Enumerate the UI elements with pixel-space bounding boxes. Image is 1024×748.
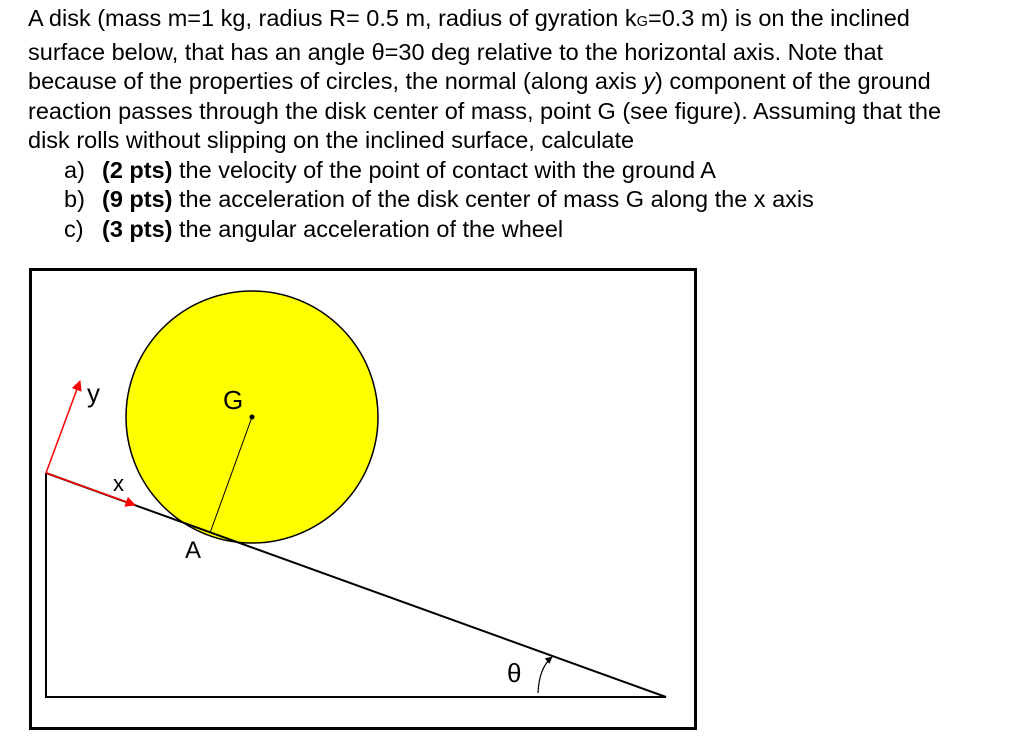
- item-label: c): [64, 215, 84, 242]
- intro-line-4: reaction passes through the disk center of mass, point G (see figure). Assuming that the: [28, 97, 942, 124]
- item-text: the angular acceleration of the wheel: [172, 215, 564, 242]
- question-list: [28, 156, 1018, 245]
- label-G: G: [223, 385, 244, 415]
- question-item-b: [28, 185, 1018, 215]
- intro-line-1: [28, 4, 1018, 38]
- question-item-c: [28, 215, 1018, 245]
- intro-text-1: A disk (mass m=1 kg, radius R= 0.5 m, radius of gyration k: [28, 5, 637, 31]
- item-text: the velocity of the point of contact with the ground A: [172, 156, 716, 183]
- center-point-G: [250, 415, 255, 420]
- intro-text-3a: because of the properties of circles, the normal (along axis: [28, 68, 644, 94]
- axis-y-italic: y: [643, 68, 655, 94]
- question-item-a: [28, 156, 1018, 186]
- item-text: the acceleration of the disk center of mass G along the x axis: [172, 186, 814, 212]
- intro-text-1b: =0.3 m) is on the inclined: [647, 5, 910, 31]
- problem-statement: [28, 4, 1018, 244]
- incline-figure: [29, 268, 697, 730]
- label-theta: θ: [507, 658, 522, 688]
- label-x: x: [113, 471, 124, 496]
- intro-line-2: surface below, that has an angle θ=30 deg relative to the horizontal axis. Note that: [28, 38, 884, 65]
- label-A: A: [185, 537, 202, 564]
- item-points: (2 pts): [102, 156, 173, 183]
- item-points: (3 pts): [102, 215, 173, 242]
- item-label: a): [64, 156, 85, 183]
- figure-frame: [31, 270, 696, 729]
- intro-text-3b: ) component of the ground: [654, 68, 931, 94]
- label-y: y: [87, 378, 100, 408]
- item-points: (9 pts): [102, 186, 173, 212]
- item-label: b): [64, 186, 85, 212]
- kg-subscript: G: [636, 14, 648, 30]
- intro-line-3: [28, 67, 1018, 97]
- intro-line-5: disk rolls without slipping on the inclined surface, calculate: [28, 127, 635, 153]
